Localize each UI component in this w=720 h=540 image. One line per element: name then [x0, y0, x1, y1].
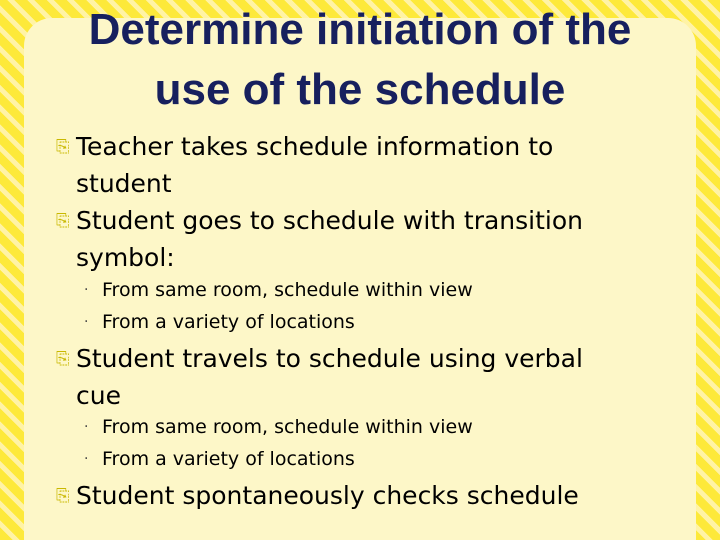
dot-bullet-icon: · [84, 282, 89, 298]
dot-bullet-icon: · [84, 451, 89, 467]
arrow-bullet-icon: ⎘ [56, 211, 70, 231]
bullet-3-line-1: Student travels to schedule using verbal [76, 344, 583, 373]
dot-bullet-icon: · [84, 419, 89, 435]
bullet-4-line-1: Student spontaneously checks schedule [76, 481, 579, 510]
bullet-2-line-1: Student goes to schedule with transition [76, 206, 583, 235]
arrow-bullet-icon: ⎘ [56, 486, 70, 506]
bullet-1-line-1: Teacher takes schedule information to [76, 132, 554, 161]
bullet-item-4 [56, 479, 696, 516]
sub-item-2-1 [84, 274, 473, 308]
sub-item-2-2-text: From a variety of locations [102, 311, 355, 333]
bullet-item-3 [56, 342, 696, 413]
bullet-3-line-2: cue [76, 381, 121, 410]
dot-bullet-icon: · [84, 314, 89, 330]
arrow-bullet-icon: ⎘ [56, 349, 70, 369]
sub-item-3-2-text: From a variety of locations [102, 448, 355, 470]
sub-item-3-1 [84, 411, 473, 445]
title-line-2: use of the schedule [154, 65, 566, 114]
sub-item-3-2 [84, 443, 355, 477]
bullet-1-line-2: student [76, 169, 172, 198]
bullet-item-1 [56, 130, 696, 201]
sub-item-2-1-text: From same room, schedule within view [102, 279, 473, 301]
arrow-bullet-icon: ⎘ [56, 137, 70, 157]
sub-item-2-2 [84, 306, 355, 340]
bullet-item-2 [56, 204, 696, 275]
bullet-2-line-2: symbol: [76, 243, 175, 272]
sub-item-3-1-text: From same room, schedule within view [102, 416, 473, 438]
title-line-1: Determine initiation of the [88, 5, 632, 54]
